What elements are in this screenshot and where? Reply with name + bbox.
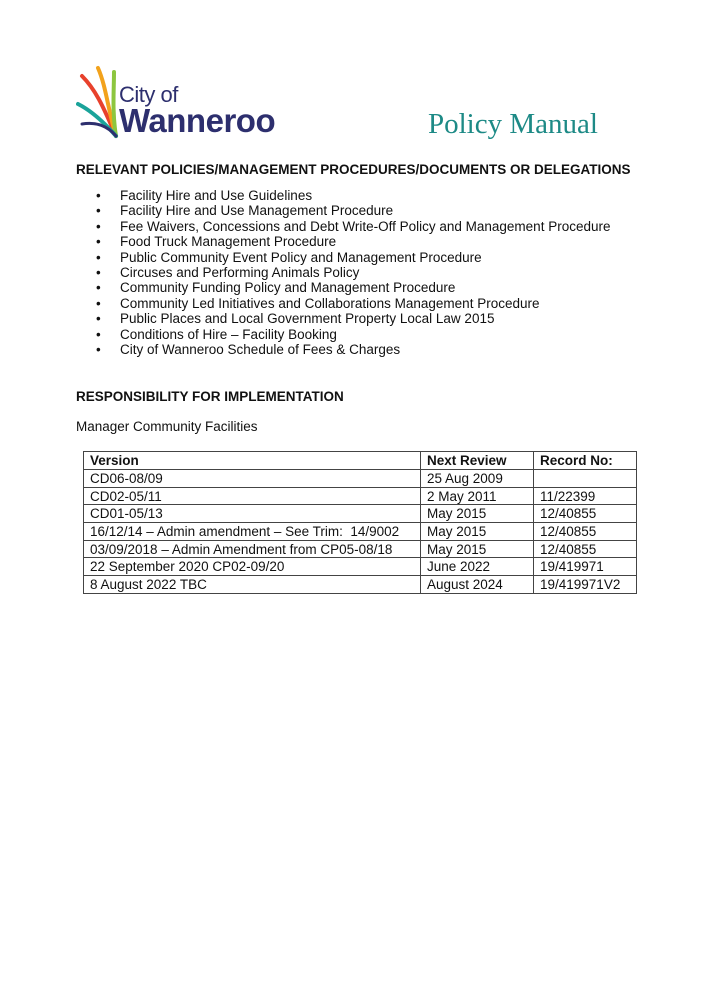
list-item: • Community Funding Policy and Management Procedure: [96, 280, 456, 296]
version-cell: 22 September 2020 CP02-09/20: [84, 558, 421, 576]
version-cell: CD06-08/09: [84, 470, 421, 488]
logo-mark-icon: [76, 64, 122, 140]
version-cell: 03/09/2018 – Admin Amendment from CP05-08/18: [84, 540, 421, 558]
list-item: • Conditions of Hire – Facility Booking: [96, 326, 337, 342]
next-review-cell: May 2015: [421, 540, 534, 558]
next-review-cell: June 2022: [421, 558, 534, 576]
table-row: [84, 470, 637, 488]
record-no-cell: 12/40855: [534, 540, 637, 558]
column-header-record-no: Record No:: [534, 452, 637, 470]
list-item: • City of Wanneroo Schedule of Fees & Charges: [96, 342, 401, 358]
list-item: • Public Community Event Policy and Management Procedure: [96, 249, 482, 265]
version-history-table: [83, 451, 637, 594]
city-of-wanneroo-logo: [76, 64, 286, 140]
bullet-icon: •: [96, 280, 101, 296]
responsible-officer: Manager Community Facilities: [76, 419, 258, 434]
table-row: [84, 487, 637, 505]
list-item: • Food Truck Management Procedure: [96, 234, 337, 250]
next-review-cell: May 2015: [421, 505, 534, 523]
column-header-version: Version: [84, 452, 421, 470]
record-no-cell: 11/22399: [534, 487, 637, 505]
relevant-policies-list: [96, 188, 610, 357]
policy-manual-title: Policy Manual: [428, 108, 598, 140]
next-review-cell: August 2024: [421, 576, 534, 594]
responsibility-heading: RESPONSIBILITY FOR IMPLEMENTATION: [76, 389, 344, 404]
version-cell: CD02-05/11: [84, 487, 421, 505]
next-review-cell: 2 May 2011: [421, 487, 534, 505]
list-item: • Public Places and Local Government Property Local Law 2015: [96, 311, 495, 327]
relevant-policies-heading: RELEVANT POLICIES/MANAGEMENT PROCEDURES/DOCUMENTS OR DELEGATIONS: [76, 162, 631, 177]
bullet-icon: •: [96, 203, 101, 219]
bullet-icon: •: [96, 188, 101, 203]
table-row: [84, 558, 637, 576]
bullet-icon: •: [96, 295, 101, 311]
logo-text-city-of: City of: [119, 82, 178, 107]
next-review-cell: 25 Aug 2009: [421, 470, 534, 488]
bullet-icon: •: [96, 342, 101, 358]
list-item: • Community Led Initiatives and Collaborations Management Procedure: [96, 295, 540, 311]
version-cell: CD01-05/13: [84, 505, 421, 523]
table-row: [84, 540, 637, 558]
bullet-icon: •: [96, 234, 101, 250]
record-no-cell: 19/419971: [534, 558, 637, 576]
table-header-row: [84, 452, 637, 470]
logo-text-wanneroo: Wanneroo: [119, 102, 276, 139]
bullet-icon: •: [96, 249, 101, 265]
record-no-cell: 12/40855: [534, 523, 637, 541]
record-no-cell: 12/40855: [534, 505, 637, 523]
bullet-icon: •: [96, 311, 101, 327]
next-review-cell: May 2015: [421, 523, 534, 541]
table-row: [84, 505, 637, 523]
version-cell: 8 August 2022 TBC: [84, 576, 421, 594]
table-row: [84, 576, 637, 594]
bullet-icon: •: [96, 265, 101, 281]
version-cell: 16/12/14 – Admin amendment – See Trim: 14/9002: [84, 523, 421, 541]
record-no-cell: 19/419971V2: [534, 576, 637, 594]
record-no-cell: [534, 470, 637, 488]
bullet-icon: •: [96, 218, 101, 234]
list-item: • Facility Hire and Use Guidelines: [96, 188, 313, 203]
list-item: • Circuses and Performing Animals Policy: [96, 265, 360, 281]
list-item: • Fee Waivers, Concessions and Debt Write-Off Policy and Management Procedure: [96, 218, 611, 234]
list-item: • Facility Hire and Use Management Procedure: [96, 203, 394, 219]
bullet-icon: •: [96, 326, 101, 342]
table-row: [84, 523, 637, 541]
column-header-next-review: Next Review: [421, 452, 534, 470]
